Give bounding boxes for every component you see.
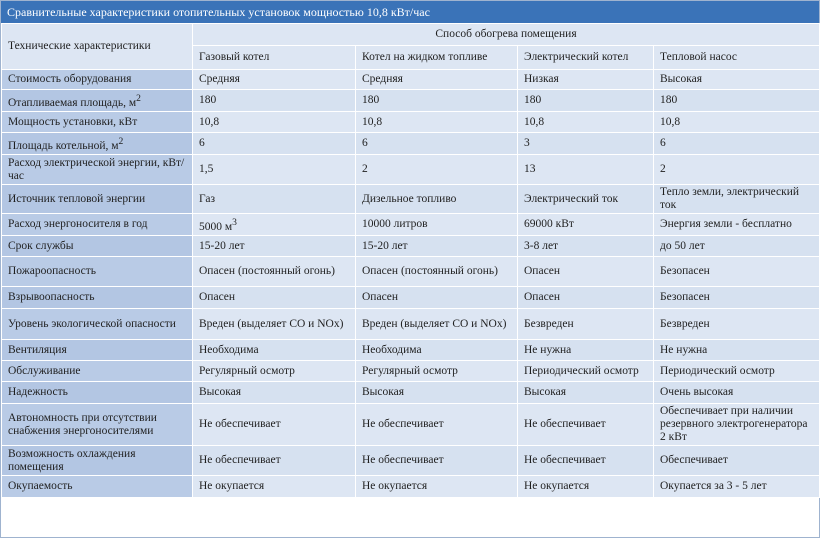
row-label-text: Автономность при отсутствии снабжения энергоносителями	[8, 411, 157, 437]
cell-value: Регулярный осмотр	[362, 364, 458, 377]
row-label	[2, 361, 193, 382]
cell-value: 180	[362, 94, 380, 106]
cell-heat-pump	[654, 112, 820, 133]
row-label-text: Площадь котельной, м	[8, 139, 119, 152]
cell-electric-boiler	[518, 446, 654, 476]
cell-value: Опасен	[199, 291, 236, 303]
cell-liquid-fuel-boiler	[356, 90, 518, 112]
cell-gas-boiler	[193, 257, 356, 287]
cell-heat-pump	[654, 287, 820, 309]
cell-value: Тепло земли, электрический ток	[660, 186, 800, 211]
cell-electric-boiler	[518, 404, 654, 446]
cell-value: до 50 лет	[660, 239, 705, 252]
cell-heat-pump	[654, 404, 820, 446]
row-label-text: Источник тепловой энергии	[8, 192, 146, 205]
row-label	[2, 340, 193, 361]
cell-liquid-fuel-boiler	[356, 70, 518, 90]
cell-gas-boiler	[193, 287, 356, 309]
cell-value: Высокая	[660, 73, 703, 85]
cell-gas-boiler	[193, 236, 356, 257]
cell-heat-pump	[654, 90, 820, 112]
option-header-liquid-fuel-boiler: Котел на жидком топливе	[356, 46, 518, 70]
cell-liquid-fuel-boiler	[356, 361, 518, 382]
row-label	[2, 287, 193, 309]
row-label-text: Обслуживание	[8, 364, 81, 377]
cell-value: Безвреден	[524, 317, 574, 330]
table-row	[2, 340, 820, 361]
row-label-text: Срок службы	[8, 239, 74, 252]
cell-value: 10,8	[524, 115, 545, 128]
cell-value: Газ	[199, 192, 216, 205]
cell-value: Необходима	[199, 343, 259, 356]
cell-value: Опасен	[524, 291, 561, 303]
cell-value: 10,8	[199, 115, 220, 128]
cell-liquid-fuel-boiler	[356, 133, 518, 155]
cell-value: Опасен	[362, 291, 399, 303]
row-label-superscript: 2	[118, 135, 124, 147]
cell-value: 10,8	[660, 115, 681, 128]
cell-liquid-fuel-boiler	[356, 257, 518, 287]
table-row	[2, 155, 820, 185]
cell-value: 6	[660, 137, 666, 149]
cell-liquid-fuel-boiler	[356, 382, 518, 404]
row-label	[2, 112, 193, 133]
cell-value: Энергия земли - бесплатно	[660, 218, 792, 230]
cell-value: Опасен (постоянный огонь)	[362, 265, 498, 277]
cell-heat-pump	[654, 361, 820, 382]
cell-gas-boiler	[193, 309, 356, 340]
cell-value: Не нужна	[660, 343, 708, 356]
table-row	[2, 476, 820, 498]
cell-value: 13	[524, 163, 536, 175]
cell-liquid-fuel-boiler	[356, 446, 518, 476]
cell-liquid-fuel-boiler	[356, 404, 518, 446]
cell-value: 6	[362, 137, 368, 149]
cell-value: Опасен (постоянный огонь)	[199, 265, 335, 277]
cell-value: Обеспечивает при наличии резервного электрогенератора 2 кВт	[660, 405, 808, 443]
cell-value: Не обеспечивает	[199, 418, 281, 430]
table-row	[2, 133, 820, 155]
cell-liquid-fuel-boiler	[356, 309, 518, 340]
cell-electric-boiler	[518, 185, 654, 214]
cell-electric-boiler	[518, 287, 654, 309]
cell-value: 69000 кВт	[524, 218, 574, 230]
cell-gas-boiler	[193, 476, 356, 498]
cell-value: 180	[199, 94, 217, 106]
cell-value: 10000 литров	[362, 218, 428, 230]
cell-gas-boiler	[193, 340, 356, 361]
cell-value: Не обеспечивает	[524, 418, 606, 430]
cell-value: 3-8 лет	[524, 239, 559, 252]
row-label-text: Отапливаемая площадь, м	[8, 96, 137, 109]
table-row	[2, 287, 820, 309]
cell-gas-boiler	[193, 361, 356, 382]
row-label	[2, 70, 193, 90]
cell-liquid-fuel-boiler	[356, 214, 518, 236]
cell-heat-pump	[654, 257, 820, 287]
option-header-heat-pump: Тепловой насос	[654, 46, 820, 70]
cell-value: Низкая	[524, 73, 559, 85]
cell-value: Электрический ток	[524, 192, 619, 205]
row-label-text: Пожароопасность	[8, 265, 96, 277]
cell-value: Безопасен	[660, 291, 710, 303]
cell-value: Регулярный осмотр	[199, 364, 295, 377]
table-row	[2, 112, 820, 133]
cell-value: Очень высокая	[660, 386, 734, 398]
cell-superscript: 3	[232, 216, 237, 228]
cell-gas-boiler	[193, 112, 356, 133]
cell-electric-boiler	[518, 90, 654, 112]
row-label	[2, 214, 193, 236]
cell-value: 180	[660, 94, 678, 106]
table-row	[2, 446, 820, 476]
table-row	[2, 214, 820, 236]
table-row	[2, 185, 820, 214]
table-row	[2, 361, 820, 382]
cell-value: Высокая	[362, 386, 405, 398]
cell-electric-boiler	[518, 214, 654, 236]
cell-value: Не обеспечивает	[362, 454, 444, 466]
cell-value: Обеспечивает	[660, 454, 728, 466]
row-label	[2, 446, 193, 476]
row-label	[2, 236, 193, 257]
cell-value: Безвреден	[660, 317, 710, 330]
cell-electric-boiler	[518, 382, 654, 404]
table-row	[2, 70, 820, 90]
cell-value: Средняя	[362, 73, 403, 85]
cell-electric-boiler	[518, 476, 654, 498]
cell-gas-boiler	[193, 90, 356, 112]
cell-liquid-fuel-boiler	[356, 185, 518, 214]
table-row	[2, 404, 820, 446]
row-label	[2, 155, 193, 185]
cell-value: 2	[660, 163, 666, 175]
cell-value: 2	[362, 163, 368, 175]
row-label-text: Расход электрической энергии, кВт/час	[8, 156, 185, 182]
cell-value: Безопасен	[660, 265, 710, 277]
cell-heat-pump	[654, 214, 820, 236]
cell-electric-boiler	[518, 340, 654, 361]
cell-liquid-fuel-boiler	[356, 236, 518, 257]
cell-liquid-fuel-boiler	[356, 476, 518, 498]
row-label	[2, 309, 193, 340]
cell-gas-boiler	[193, 446, 356, 476]
cell-liquid-fuel-boiler	[356, 287, 518, 309]
comparison-table	[1, 23, 820, 498]
cell-value: 5000 м	[199, 220, 233, 233]
table-row	[2, 90, 820, 112]
row-label-text: Окупаемость	[8, 480, 73, 492]
cell-heat-pump	[654, 340, 820, 361]
cell-gas-boiler	[193, 70, 356, 90]
cell-value: 180	[524, 94, 542, 106]
option-header-gas-boiler: Газовый котел	[193, 46, 356, 70]
cell-gas-boiler	[193, 185, 356, 214]
cell-value: 15-20 лет	[362, 239, 408, 252]
cell-value: 1,5	[199, 163, 214, 175]
row-label	[2, 257, 193, 287]
cell-heat-pump	[654, 446, 820, 476]
option-header-electric-boiler: Электрический котел	[518, 46, 654, 70]
row-label-text: Стоимость оборудования	[8, 73, 132, 85]
row-label-text: Расход энергоносителя в год	[8, 218, 148, 230]
cell-value: Не обеспечивает	[362, 418, 444, 430]
cell-value: Высокая	[199, 386, 242, 398]
cell-value: Дизельное топливо	[362, 192, 457, 205]
cell-value: 6	[199, 137, 205, 149]
cell-value: Вреден (выделяет СО и NOx)	[362, 317, 507, 330]
cell-heat-pump	[654, 133, 820, 155]
cell-value: Средняя	[199, 73, 240, 85]
cell-value: Не окупается	[199, 480, 265, 492]
cell-heat-pump	[654, 70, 820, 90]
cell-electric-boiler	[518, 155, 654, 185]
row-label	[2, 133, 193, 155]
table-title: Сравнительные характеристики отопительных установок мощностью 10,8 кВт/час	[1, 1, 819, 23]
row-label-text: Мощность установки, кВт	[8, 115, 138, 128]
cell-value: Не обеспечивает	[524, 454, 606, 466]
cell-liquid-fuel-boiler	[356, 155, 518, 185]
cell-gas-boiler	[193, 155, 356, 185]
table-row	[2, 236, 820, 257]
cell-heat-pump	[654, 309, 820, 340]
row-label-text: Вентиляция	[8, 343, 67, 356]
cell-liquid-fuel-boiler	[356, 112, 518, 133]
cell-value: Не нужна	[524, 343, 572, 356]
characteristics-header: Технические характеристики	[2, 24, 193, 70]
row-label-text: Взрывоопасность	[8, 291, 95, 303]
cell-value: Периодический осмотр	[524, 364, 639, 377]
cell-value: Окупается за 3 - 5 лет	[660, 480, 767, 492]
cell-electric-boiler	[518, 309, 654, 340]
row-label	[2, 476, 193, 498]
table-row	[2, 257, 820, 287]
cell-electric-boiler	[518, 257, 654, 287]
cell-value: Не окупается	[362, 480, 428, 492]
cell-electric-boiler	[518, 70, 654, 90]
cell-gas-boiler	[193, 382, 356, 404]
table-row	[2, 382, 820, 404]
cell-liquid-fuel-boiler	[356, 340, 518, 361]
cell-heat-pump	[654, 236, 820, 257]
cell-value: 10,8	[362, 115, 383, 128]
row-label-text: Уровень экологической опасности	[8, 317, 176, 330]
cell-value: Вреден (выделяет СО и NOx)	[199, 317, 344, 330]
row-label	[2, 90, 193, 112]
cell-value: Высокая	[524, 386, 567, 398]
cell-value: Необходима	[362, 343, 422, 356]
cell-heat-pump	[654, 155, 820, 185]
cell-heat-pump	[654, 382, 820, 404]
row-label-text: Возможность охлаждения помещения	[8, 447, 136, 473]
cell-value: Не обеспечивает	[199, 454, 281, 466]
table-row	[2, 309, 820, 340]
header-group-row	[2, 24, 820, 46]
cell-value: Периодический осмотр	[660, 364, 775, 377]
cell-value: Не окупается	[524, 480, 590, 492]
row-label	[2, 185, 193, 214]
cell-heat-pump	[654, 476, 820, 498]
row-label	[2, 404, 193, 446]
row-label-superscript: 2	[136, 92, 141, 104]
row-label	[2, 382, 193, 404]
cell-gas-boiler	[193, 133, 356, 155]
cell-electric-boiler	[518, 133, 654, 155]
cell-value: 15-20 лет	[199, 239, 245, 252]
row-label-text: Надежность	[8, 386, 68, 398]
cell-gas-boiler	[193, 214, 356, 236]
cell-electric-boiler	[518, 361, 654, 382]
cell-gas-boiler	[193, 404, 356, 446]
cell-heat-pump	[654, 185, 820, 214]
heating-method-group-header: Способ обогрева помещения	[193, 24, 820, 46]
cell-value: 3	[524, 137, 530, 149]
cell-value: Опасен	[524, 265, 561, 277]
cell-electric-boiler	[518, 112, 654, 133]
cell-electric-boiler	[518, 236, 654, 257]
